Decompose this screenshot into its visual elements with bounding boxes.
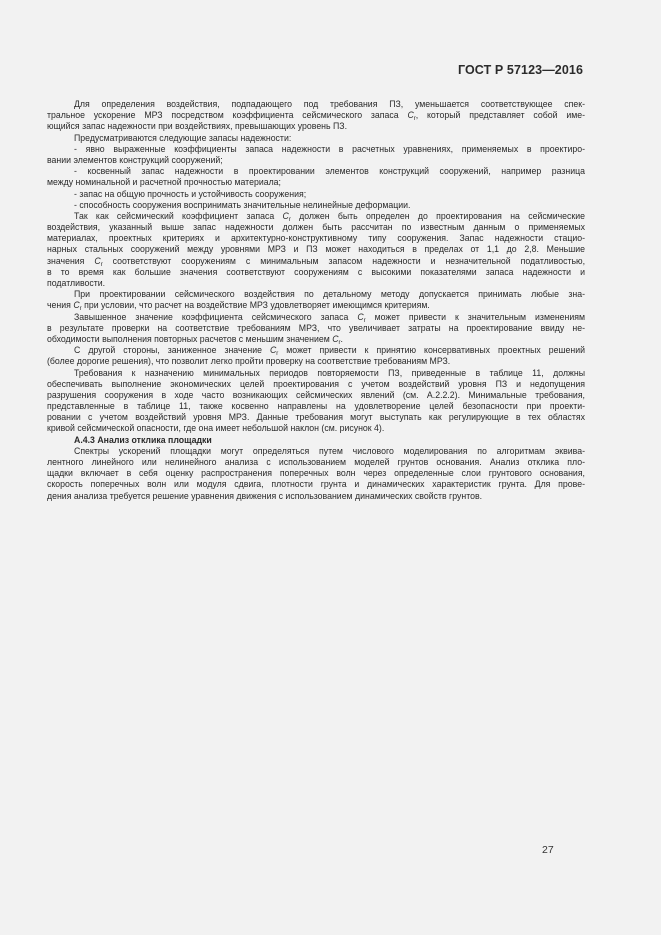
text-line: дения анализа требуется решение уравнения движения с использованием динамических свойств грунтов.	[47, 490, 483, 501]
text-line: чения $C_r$ при условии, что расчет на воздействие МРЗ удовлетворяет имеющимся критериям.	[47, 300, 430, 312]
text-line: - способность сооружения воспринимать значительные нелинейные деформации.	[74, 199, 411, 210]
text-line: между номинальной и расчетной прочностью материала;	[47, 177, 281, 188]
text-line: в результате проверки на соответствие требованиям МРЗ, что увеличивает затраты на проектирование ввиду не-	[47, 322, 585, 333]
document-body	[47, 99, 585, 502]
text-line: (более дорогие решения), что позволит легко пройти проверку на соответствие требованиям МРЗ.	[47, 356, 451, 367]
text-line: материалах, проектных критериях и архитектурно-конструктивному типу сооружения. Запас надежности стацио-	[47, 233, 585, 244]
text-line: тральное ускорение МРЗ посредством коэффициента сейсмического запаса $C_r$, который представляет собой име-	[47, 110, 585, 122]
page-number: 27	[542, 844, 554, 856]
text-line: вании элементов конструкций сооружений;	[47, 154, 223, 165]
text-line: При проектировании сейсмического воздействия по детальному методу допускается принимать любые зна-	[74, 289, 585, 300]
page-header: ГОСТ Р 57123—2016	[457, 63, 583, 77]
text-line: Предусматриваются следующие запасы надежности:	[74, 132, 292, 143]
text-line: представленные в таблице 11, также косвенно направлены на удовлетворение целей безопасности при проекти-	[47, 401, 585, 412]
text-line: обеспечивать выполнение экономических целей проектирования с учетом воздействий уровня ПЗ и недопущения	[47, 378, 585, 389]
text-line: воздействия, указанный выше запас надежности должен быть рассчитан по известным данным о применяемых	[47, 222, 585, 233]
text-line: разрушения сооружения в ходе часто возникающих сейсмических явлений (см. А.2.2.2). Минимальные требования,	[47, 389, 585, 400]
text-line: значения $C_r$ соответствуют сооружениям с минимальным запасом надежности и незначительной податливостью,	[47, 255, 585, 267]
text-line: обходимости выполнения повторных расчетов с меньшим значением $C_r$.	[47, 333, 343, 346]
text-line: ющийся запас надежности при воздействиях, превышающих уровень ПЗ.	[47, 121, 348, 132]
text-line: ровании с учетом воздействий уровня МРЗ. Данные требования могут выступать как регулирующие в тех областях	[47, 412, 585, 423]
text-line: податливости.	[47, 278, 106, 288]
text-line: Так как сейсмический коэффициент запаса $C_r$ должен быть определен до проектирования на сейсмические	[74, 210, 585, 223]
text-line: - косвенный запас надежности в проектировании элементов конструкций сооружений, например разница	[74, 166, 585, 177]
text-line: кривой сейсмической опасности, где она имеет небольшой наклон (см. рисунок 4).	[47, 423, 385, 434]
text-line: С другой стороны, заниженное значение $C_r$ может привести к принятию консервативных проектных решений	[74, 345, 585, 357]
text-line: Для определения воздействия, подпадающего под требования ПЗ, уменьшается соответствующее спек-	[74, 99, 585, 109]
text-line: в то время как большие значения соответствуют сооружениям с высокими показателями запаса надежности и	[47, 266, 585, 277]
section-heading: А.4.3 Анализ отклика площадки	[74, 434, 212, 445]
text-line: щадки включает в себя оценку распространения поперечных волн через определенные слои грунтового основания,	[47, 468, 585, 479]
text-line: скорость поперечных волн или модуля сдвига, плотности грунта и динамических характеристик грунта. Для прове-	[47, 479, 585, 490]
text-line: - запас на общую прочность и устойчивость сооружения;	[74, 188, 307, 199]
text-line: Спектры ускорений площадки могут определяться путем числового моделирования по алгоритмам эквива-	[74, 445, 585, 456]
text-line: - явно выраженные коэффициенты запаса надежности в расчетных уравнениях, применяемых в проектиро-	[74, 143, 585, 154]
text-line: лентного линейного или нелинейного анализа с использованием моделей грунтов основания. Анализ отклика пло-	[47, 457, 585, 467]
text-line: Требования к назначению минимальных периодов повторяемости ПЗ, приведенные в таблице 11, должны	[74, 367, 585, 378]
text-line: Завышенное значение коэффициента сейсмического запаса $C_r$ может привести к значительным изменениям	[74, 311, 585, 323]
text-line: нарных стальных сооружений между уровнями МРЗ и ПЗ может находиться в пределах от 1,1 до 2,8. Меньшие	[47, 244, 585, 255]
